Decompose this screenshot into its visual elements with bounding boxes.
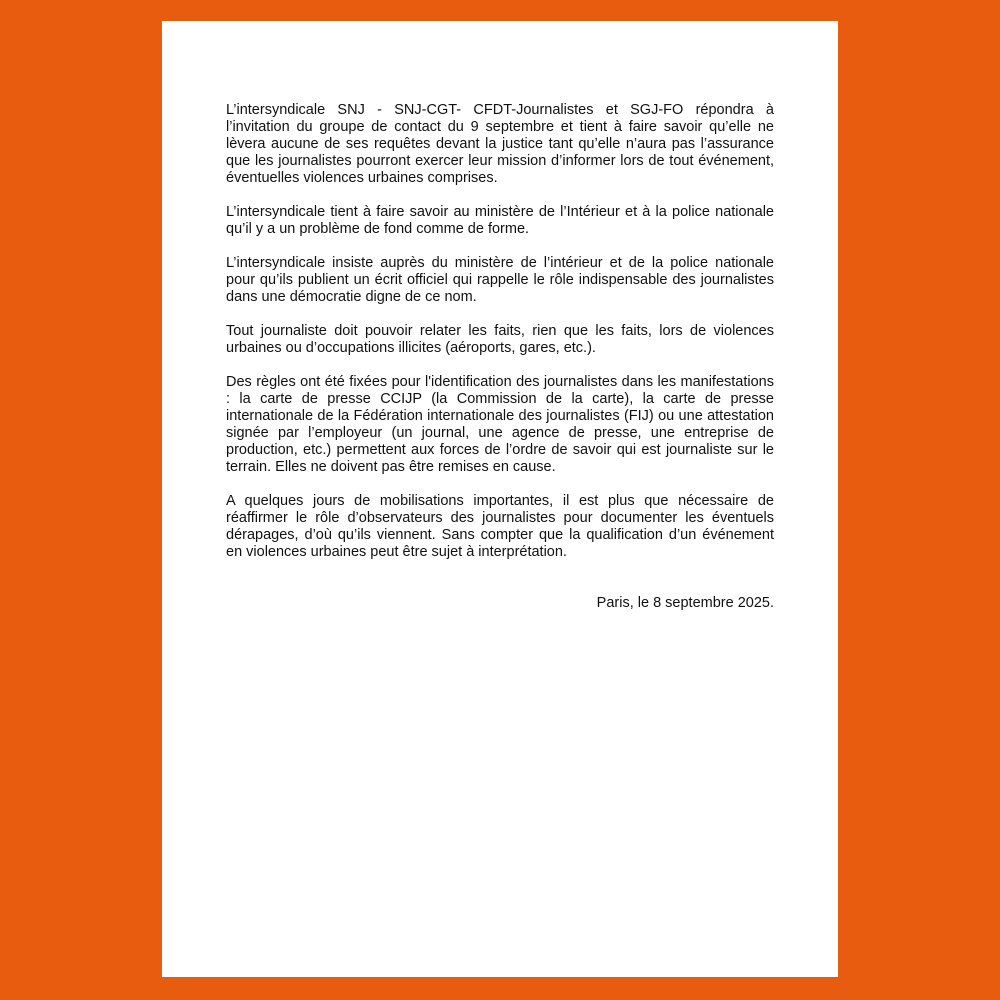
paragraph-report-facts: Tout journaliste doit pouvoir relater les faits, rien que les faits, lors de violences urbaines ou d’occupations illicites (aéroports, gares, etc.). <box>226 323 774 356</box>
paragraph-mobilisations: A quelques jours de mobilisations importantes, il est plus que nécessaire de réaffirmer le rôle d’observateurs des journalistes pour documenter les éventuels dérapages, d’où qu’ils viennent. Sans compter que la qualification d’un événement en violences urbaines peut être sujet à interprétation. <box>226 493 774 560</box>
document-body <box>226 102 774 627</box>
paragraph-official-statement: L’intersyndicale insiste auprès du ministère de l’intérieur et de la police nationale pour qu’ils publient un écrit officiel qui rappelle le rôle indispensable des journalistes dans une démocratie digne de ce nom. <box>226 255 774 305</box>
document-page <box>162 21 838 977</box>
paragraph-problem: L’intersyndicale tient à faire savoir au ministère de l’Intérieur et à la police nationale qu’il y a un problème de fond comme de forme. <box>226 204 774 237</box>
paragraph-invitation: L’intersyndicale SNJ - SNJ-CGT- CFDT-Journalistes et SGJ-FO répondra à l’invitation du groupe de contact du 9 septembre et tient à faire savoir qu’elle ne lèvera aucune de ses requêtes devant la justice tant qu’elle n’aura pas l’assurance que les journalistes pourront exercer leur mission d’informer lors de tout événement, éventuelles violences urbaines comprises. <box>226 102 774 186</box>
signature-date: Paris, le 8 septembre 2025. <box>596 595 774 611</box>
paragraph-identification-rules: Des règles ont été fixées pour l'identification des journalistes dans les manifestations : la carte de presse CCIJP (la Commission de la carte), la carte de presse internationale de la Fédération internationale des journalistes (FIJ) ou une attestation signée par l’employeur (un journal, une agence de presse, une entreprise de production, etc.) permettent aux forces de l’ordre de savoir qui est journaliste sur le terrain. Elles ne doivent pas être remises en cause. <box>226 374 774 475</box>
